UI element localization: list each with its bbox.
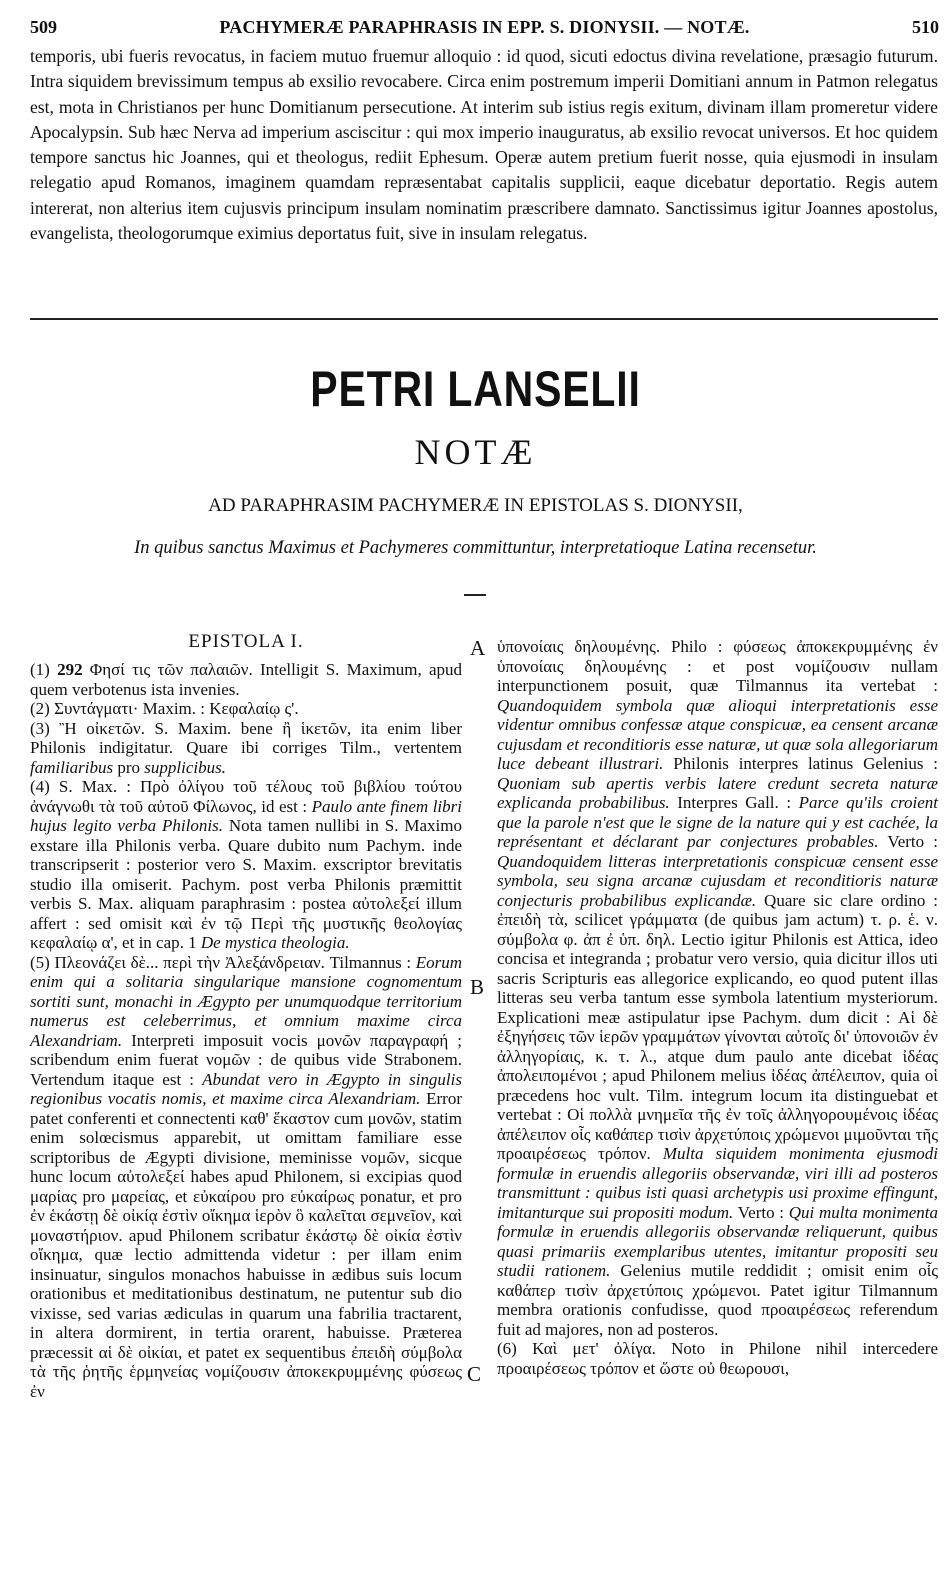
note-5-italic: Eorum enim qui a solitaria singularique mansione cognomentum sortiti sunt, monachi in Ægypto per unumquodque territorium numerus est celeberrimus, et omnium maxime circa Alexandriam. <box>30 952 463 1050</box>
note-1-number: (1) <box>30 660 50 679</box>
note-3-text-b: pro <box>117 757 141 777</box>
running-title: PACHYMERÆ PARAPHRASIS IN EPP. S. DIONYSII. — NOTÆ. <box>219 17 750 37</box>
cont-text-a: ὑπονοίαις δηλουμένης. Philo : φύσεως ἀποκεκρυμμένης ἐν ὑπονοίαις δηλουμένης : et post νομίζουσιν nullam interpunctionem posuit, quæ Tilmannus ita vertebat : <box>497 637 938 695</box>
note-3 <box>30 719 462 778</box>
cont-italic-e: Multa siquidem monimenta ejusmodi formulæ in eruendis allegoriis observandæ, viri illi ad posteros transmittunt : quibus isti quasi archetypis usi proxime effingunt, imitanturque sui propositi modum. <box>497 1144 939 1222</box>
cont-italic-c: Parce qu'ils croient que la parole n'est que le signe de la nature qui y est cachée, la représentant et déclarant par conjectures probables. <box>497 793 938 851</box>
note-4-italic: Paulo ante finem libri hujus legito verba Philonis. <box>30 796 462 835</box>
left-column <box>30 660 462 1401</box>
note-3-italic: familiaribus <box>30 757 114 777</box>
note-5 <box>30 953 462 1402</box>
title-dash <box>464 594 486 596</box>
note-1-text: Φησί τις τῶν παλαιῶν. Intelligit S. Maximum, apud quem verbotenus ista invenies. <box>30 660 463 699</box>
margin-marker-b: B <box>470 975 485 999</box>
note-4 <box>30 777 462 953</box>
note-4-text: (4) S. Max. : Πρὸ ὀλίγου τοῦ τέλους τοῦ βιβλίου τούτου ἀνάγνωθι τὰ τοῦ αὐτοῦ Φίλωνος, id est : <box>30 777 462 816</box>
cont-italic-a: Quandoquidem symbola quæ alioqui interpretationis esse videntur omnibus confessæ atque conspicuæ, ea censent arcanæ cujusdam et reconditioris esse naturæ, ut quæ sola allegoriarum luce debeant illustrari. <box>497 695 938 773</box>
cont-text-c: Interpres Gall. : <box>677 793 792 812</box>
note-4-text-b: Nota tamen nullibi in S. Maximo exstare illa Philonis verba. Quare dubito num Pachym. inde transcripserit : posterior vero S. Maxim. exscriptor brevitatis studio illa omiserit. Pachym. post verba Philonis præmittit verbis S. Max. aliquam paraphrasim : postea αὐτολεξεί illum affert : sed omisit καὶ ἐν τῷ Περὶ τῆς μυστικῆς θεολογίας κεφαλαίῳ α', et in cap. 1 <box>30 816 462 952</box>
cont-italic-b: Quoniam sub apertis verbis latere credunt secreta naturæ explicanda probabilibus. <box>497 773 938 812</box>
intro-text: temporis, ubi fueris revocatus, in faciem mutuo fruemur alloquio : id quod, sicuti edoctus divina revelatione, præsagio futurum. Intra siquidem brevissimum tempus ab exsilio revocabere. Circa enim postremum imperii Domitiani annum in Patmon relegatus est, mota in Christianos per hunc Domitianum persecutione. At interim sub istius regis exitum, divinam illam promeretur videre Apocalypsin. Sub hæc Nerva ad imperium asciscitur : qui mox imperio inauguratus, ab exsilio revocat universos. Et hoc quidem tempore sanctus hic Joannes, qui et theologus, rediit Ephesum. Operæ autem pretium fuerit nosse, quia ejusmodi in insulam relegatio apud Romanos, imaginem quamdam repræsentabat capitalis supplicii, eaque dicebatur deportatio. Regis autem intererat, non alterius item cujusvis principum insulam nominatim præscribere damnato. Sanctissimus igitur Joannes apostolus, evangelista, theologorumque eximius deportatus fuit, sive in insulam relegatus. <box>30 46 938 244</box>
note-3-italic-b: supplicibus. <box>144 757 226 777</box>
left-page-number: 509 <box>30 17 57 37</box>
note-5-text-c: Error patet conferenti et connectenti καθ' ἕκαστον cum μονῶν, statim enim solœcismus apparebit, ut omittam familiare esse scriptoribus de Ægypti divisione, meminisse νομῶν, sicque hunc locum αὐτολεξεί habes apud Philonem, si excipias quod μαρίας pro μαρείας, et εὐκαίρου pro εὐκαίρως ponatur, et pro ἐν ἑκάστῃ δὲ οἰκίᾳ ἐστὶν οἴκημα ἱερὸν ὃ καλεῖται σεμνεῖον, καὶ μοναστήριον. apud Philonem scribatur ἑκάστῳ δὲ οἰκία ἐστὶν οἴκημα, quæ lectio admittenda videtur : per illam enim insinuatur, singulos monachos habuisse in ædibus suis locum orationibus et meditationibus destinatum, ne putentur sub dio vixisse, sed varias ædiculas in quarum una fabrilia tractarent, in altera dormirent, in tertia orarent, habuisse. Præterea præcessit αἱ δὲ οἰκίαι, et patet ex sequentibus ἐπειδὴ σύμβολα τὰ τῆς ῥητῆς ἑρμηνείας νομίζουσιν ἀποκεκρυμμένης φύσεως ἐν <box>30 1089 462 1401</box>
right-column <box>497 637 938 1378</box>
section-divider <box>30 318 938 320</box>
cont-text-f: Verto : <box>737 1202 785 1222</box>
note-5-text-b: Interpreti imposuit vocis μονῶν παραγραφή ; scribendum enim fuerat νομῶν : de quibus vide Strabonem. Vertendum itaque est : <box>30 1030 462 1089</box>
epistola-heading: EPISTOLA I. <box>188 631 304 652</box>
note-5-italic-b: Abundat vero in Ægypto in singulis regionibus vocatis nomis, et maxime circa Alexandriam. <box>30 1069 462 1108</box>
note-1 <box>30 660 462 699</box>
cont-italic-f: Qui multa monimenta formulæ in eruendis allegoriis observandæ reliquerunt, quibus quasi primariis exemplaribus utentes, imitantur propositi seu studii rationem. <box>497 1202 938 1280</box>
cont-italic-d: Quandoquidem litteras interpretationis conspicuæ censent esse symbola, seu signa arcanæ cujusdam et reconditioris naturæ conjecturis probabilibus explicandæ. <box>497 851 938 910</box>
note-1-ref: 292 <box>57 660 83 679</box>
note-3-text: (3) Ἢ οἰκετῶν. S. Maxim. bene ἢ ἱκετῶν, ita enim liber Philonis indigitatur. Quare ibi corriges Tilm., vertentem <box>30 718 462 757</box>
main-title: PETRI LANSELII <box>310 361 641 417</box>
note-6: (6) Καὶ μετ' ὀλίγα. Noto in Philone nihil intercedere προαιρέσεως τρόπον et ὥστε οὐ θεωρουσι, <box>497 1339 938 1378</box>
note-5-continued <box>497 637 938 1339</box>
sub-title: NOTÆ <box>414 432 537 472</box>
note-4-italic-b: De mystica theologia. <box>200 933 350 952</box>
page-header <box>30 14 939 40</box>
margin-marker-a: A <box>470 636 486 660</box>
cont-text-e: Quare sic clare ordino : ἐπειδὴ τὰ, scilicet γράμματα (de quibus jam actum) τ. ρ. ἑ. ν. σύμβολα φ. ἀπ ἐ ὑπ. δηλ. Lectio igitur Philonis est Attica, ideo concisa et integranda ; probatur vero versio, quia dicitur illos uti sacris Scripturis eas allegorice explicando, eo quod putent illas litteras seu verba tantum esse symbola latentium mysteriorum. Explicationi meæ astipulatur ipse Pachym. dum dicit : Αἱ δὲ ἐξηγήσεις τῶν ἱερῶν γραμμάτων γίνονται αὐτοῖς δι' ὑπονοιῶν ἐν ἀλληγορίαις, κ. τ. λ., atque dum paulo ante dicebat ἰδέας ἀπολειπομένοι ; apud Philonem melius ἰδέας ἀπέλειπον, quia οἱ præcedens hoc vult. Tilm. integrum locum ita distinguebat et vertebat : Οἱ πολλὰ μνημεῖα τῆς ἐν τοῖς ἀλληγορουμένοις ἰδέας ἀπέλειπον οἷς καθάπερ τισὶν ἀρχετύποις χρώμενοι μιμοῦνται τῆς προαιρέσεως τρόπον. <box>497 890 938 1163</box>
cont-text-g: Gelenius mutile reddidit ; omisit enim οἷς καθάπερ τισὶν ἀρχετύποις χρώμενοι. Patet igitur Tilmannum membra orationis confudisse, quod προαιρέσεως referendum fuit ad majores, non ad posteros. <box>497 1261 939 1339</box>
cont-text-d: Verto : <box>887 832 939 851</box>
cont-text-b: Philonis interpres latinus Gelenius : <box>673 754 939 773</box>
note-5-text: (5) Πλεονάζει δὲ... περὶ τὴν Ἀλεξάνδρειαν. Tilmannus : <box>30 952 412 972</box>
right-page-number: 510 <box>912 17 939 37</box>
title-quibus-line: In quibus sanctus Maximus et Pachymeres committuntur, interpretatioque Latina recensetur. <box>134 538 817 558</box>
margin-marker-c: C <box>467 1362 482 1386</box>
intro-paragraph <box>30 44 938 246</box>
note-2: (2) Συντάγματι· Maxim. : Κεφαλαίῳ ς'. <box>30 699 299 718</box>
title-ad-line: AD PARAPHRASIM PACHYMERÆ IN EPISTOLAS S. DIONYSII, <box>208 495 743 516</box>
